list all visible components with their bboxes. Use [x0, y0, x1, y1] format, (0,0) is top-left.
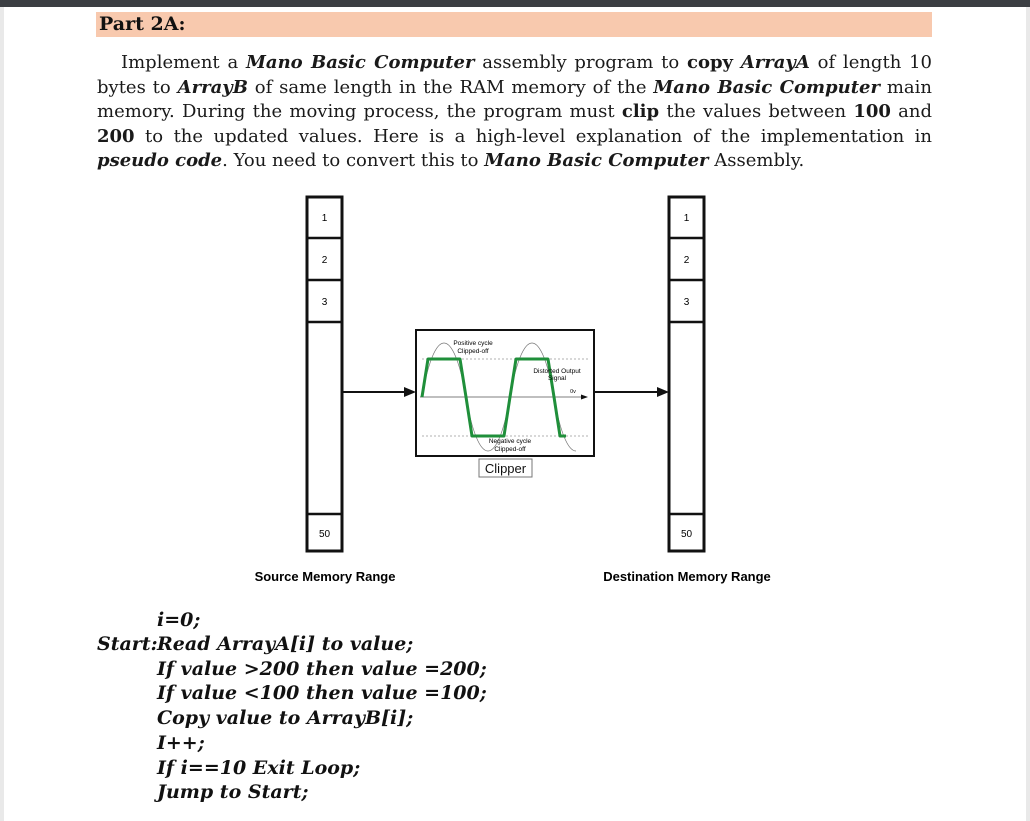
clipper-label: Clipper: [484, 461, 527, 476]
intro-paragraph: Implement a Mano Basic Computer assembly program to copy ArrayA of length 10 bytes to ArrayB of same length in the RAM memory of the Mano Basic Computer main memory. During the moving process, the program must clip the values between 100 and 200 to the updated values. Here is a high-level explanation of the implementation in pseudo code. You need to convert this to Mano Basic Computer Assembly.: [97, 52, 933, 171]
code-line-increment: I++;: [157, 732, 205, 754]
clipper-box: [416, 330, 594, 456]
destination-memory-column: [669, 197, 704, 551]
positive-cycle-label: Positive cycle: [453, 340, 493, 347]
output-arrow: [594, 387, 669, 397]
positive-clipped-label: Clipped-off: [457, 348, 489, 355]
code-line-init: i=0;: [157, 609, 201, 631]
dest-cell-3: 3: [683, 297, 690, 308]
output-signal-label: Distorted Output: [533, 368, 581, 375]
code-line-copy: Copy value to ArrayB[i];: [157, 707, 414, 729]
code-start-label: Start:: [97, 633, 158, 655]
section-title: Part 2A:: [99, 13, 186, 35]
zero-volt-label: 0v: [570, 389, 576, 395]
output-signal-label-2: Signal: [547, 375, 567, 382]
mano-term: Mano Basic Computer: [653, 76, 880, 98]
clip-term: clip: [621, 101, 660, 122]
destination-range-label: Destination Memory Range: [603, 569, 771, 584]
input-arrow: [342, 387, 416, 397]
mano-term: Mano Basic Computer: [484, 150, 709, 171]
source-cell-50: 50: [318, 529, 331, 540]
negative-cycle-label: Negative cycle: [488, 438, 532, 445]
code-line-read: Read ArrayA[i] to value;: [157, 633, 414, 655]
dest-cell-2: 2: [683, 255, 690, 266]
dest-cell-50: 50: [680, 529, 693, 540]
code-line-exit: If i==10 Exit Loop;: [157, 757, 361, 779]
source-cell-1: 1: [321, 213, 328, 224]
source-range-label: Source Memory Range: [254, 569, 396, 584]
code-line-lower-clip: If value <100 then value =100;: [157, 682, 487, 704]
pseudo-code-term: pseudo code: [97, 150, 223, 171]
source-cell-3: 3: [321, 297, 328, 308]
negative-clipped-label: Clipped-off: [494, 446, 526, 453]
code-line-upper-clip: If value >200 then value =200;: [157, 658, 487, 680]
array-a-term: ArrayA: [740, 52, 810, 73]
mano-term: Mano Basic Computer: [245, 52, 475, 73]
value-200: 200: [97, 125, 135, 147]
source-memory-column: [307, 197, 342, 551]
copy-term: copy: [687, 52, 734, 73]
array-b-term: ArrayB: [177, 76, 248, 98]
code-line-jump: Jump to Start;: [157, 781, 309, 803]
dest-cell-1: 1: [683, 213, 690, 224]
source-cell-2: 2: [321, 255, 328, 266]
value-100: 100: [853, 101, 891, 122]
